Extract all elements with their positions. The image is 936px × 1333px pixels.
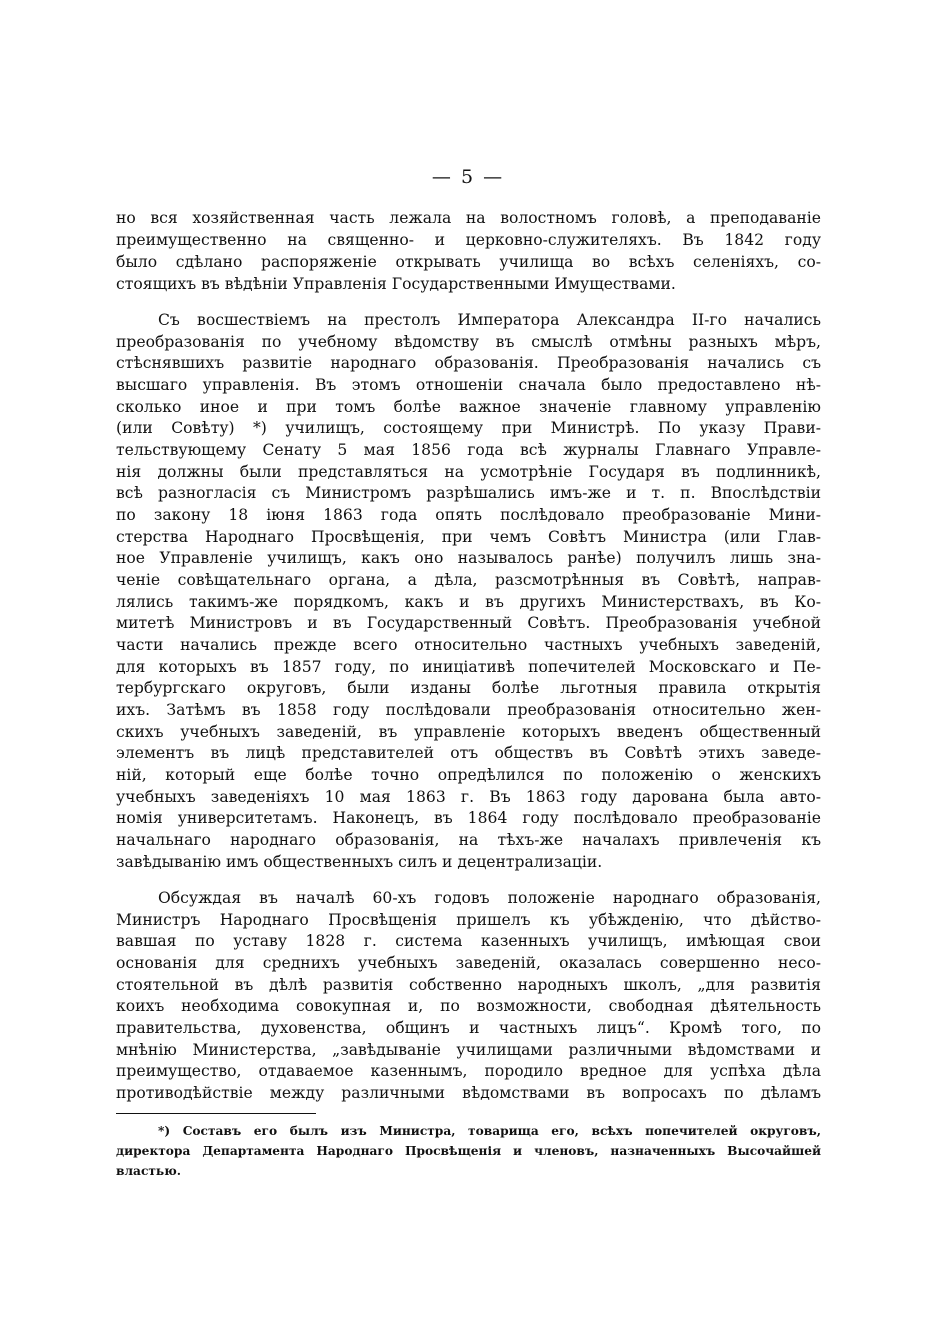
text-line: для которыхъ въ 1857 году, по иниціативѣ попечителей Московскаго и Пе- <box>116 658 821 676</box>
text-line: (или Совѣту) *) училищъ, состоящему при Министрѣ. По указу Прави- <box>116 419 821 437</box>
text-line: части начались прежде всего относительно частныхъ учебныхъ заведеній, <box>116 636 821 654</box>
text-line: элементъ въ лицѣ представителей отъ обществъ въ Совѣтѣ этихъ заведе- <box>116 744 821 762</box>
text-line: стоящихъ въ вѣдѣніи Управленія Государственными Имуществами. <box>116 275 676 293</box>
text-line: всѣ разногласія съ Министромъ разрѣшались имъ-же и т. п. Впослѣдствіи <box>116 484 821 502</box>
page-number: — 5 — <box>431 166 505 188</box>
text-line: преимущество, отдаваемое казеннымъ, породило вредное для успѣха дѣла <box>116 1062 821 1080</box>
text-line: тербургскаго округовъ, были изданы болѣе льготныя правила открытія <box>116 679 821 697</box>
text-line: стерства Народнаго Просвѣщенія, при чемъ Совѣтъ Министра (или Глав- <box>116 528 821 546</box>
text-line: нія должны были представляться на усмотрѣніе Государя въ подлинникѣ, <box>116 463 821 481</box>
text-line: лялись такимъ-же порядкомъ, какъ и въ другихъ Министерствахъ, въ Ко- <box>116 593 821 611</box>
text-line: ній, который еще болѣе точно опредѣлился по положенію о женскихъ <box>116 766 821 784</box>
text-line: учебныхъ заведеніяхъ 10 мая 1863 г. Въ 1863 году дарована была авто- <box>116 788 821 806</box>
text-line: высшаго управленія. Въ этомъ отношеніи сначала было предоставлено нѣ- <box>116 376 821 394</box>
text-line: стоятельной въ дѣлѣ развитія собственно народныхъ школъ, „для развитія <box>116 976 821 994</box>
text-line: было сдѣлано распоряженіе открывать училища во всѣхъ селеніяхъ, со- <box>116 253 821 271</box>
text-line: ченіе совѣщательнаго органа, а дѣла, разсмотрѣнныя въ Совѣтѣ, направ- <box>116 571 821 589</box>
text-line: противодѣйствіе между различными вѣдомствами въ вопросахъ по дѣламъ <box>116 1084 821 1102</box>
text-line: номія университетамъ. Наконецъ, въ 1864 году послѣдовало преобразованіе <box>116 809 821 827</box>
text-line: коихъ необходима совокупная и, по возможности, свободная дѣятельность <box>116 997 821 1015</box>
text-line: скихъ учебныхъ заведеній, въ управленіе которыхъ введенъ общественный <box>116 723 821 741</box>
text-line: ихъ. Затѣмъ въ 1858 году послѣдовали преобразованія относительно жен- <box>116 701 821 719</box>
text-line: начальнаго народнаго образованія, на тѣхъ-же началахъ привлеченія къ <box>116 831 821 849</box>
text-line: Обсуждая въ началѣ 60-хъ годовъ положеніе народнаго образованія, <box>158 889 821 907</box>
text-line: Съ восшествіемъ на престолъ Императора Александра II-го начались <box>158 311 821 329</box>
text-line: сколько иное и при томъ болѣе важное значеніе главному управленію <box>116 398 821 416</box>
footnote-line: *) Составъ его былъ изъ Министра, товарища его, всѣхъ попечителей округовъ, <box>158 1124 821 1138</box>
text-line: Министръ Народнаго Просвѣщенія пришелъ къ убѣжденію, что дѣйство- <box>116 911 821 929</box>
text-line: правительства, духовенства, общинъ и частныхъ лицъ“. Кромѣ того, по <box>116 1019 821 1037</box>
text-line: по закону 18 іюня 1863 года опять послѣдовало преобразованіе Мини- <box>116 506 821 524</box>
text-line: преобразованія по учебному вѣдомству въ смыслѣ отмѣны разныхъ мѣръ, <box>116 333 821 351</box>
footnote-rule <box>116 1113 316 1114</box>
text-line: преимущественно на священно- и церковно-служителяхъ. Въ 1842 году <box>116 231 821 249</box>
text-line: мнѣнію Министерства, „завѣдываніе училищами различными вѣдомствами и <box>116 1041 821 1059</box>
footnote-line: властью. <box>116 1164 181 1178</box>
text-line: тельствующему Сенату 5 мая 1856 года всѣ журналы Главнаго Управле- <box>116 441 821 459</box>
text-line: но вся хозяйственная часть лежала на волостномъ головѣ, а преподаваніе <box>116 209 821 227</box>
text-line: митетѣ Министровъ и въ Государственный Совѣтъ. Преобразованія учебной <box>116 614 821 632</box>
text-line: вавшая по уставу 1828 г. система казенныхъ училищъ, имѣющая свои <box>116 932 821 950</box>
text-line: стѣснявшихъ развитіе народнаго образованія. Преобразованія начались съ <box>116 354 821 372</box>
text-line: основанія для среднихъ учебныхъ заведеній, оказалась совершенно несо- <box>116 954 821 972</box>
text-line: завѣдыванію имъ общественныхъ силъ и децентрализаціи. <box>116 853 603 871</box>
footnote-line: директора Департамента Народнаго Просвѣщенія и членовъ, назначенныхъ Высочайшей <box>116 1144 821 1158</box>
text-line: ное Управленіе училищъ, какъ оно называлось ранѣе) получилъ лишь зна- <box>116 549 821 567</box>
